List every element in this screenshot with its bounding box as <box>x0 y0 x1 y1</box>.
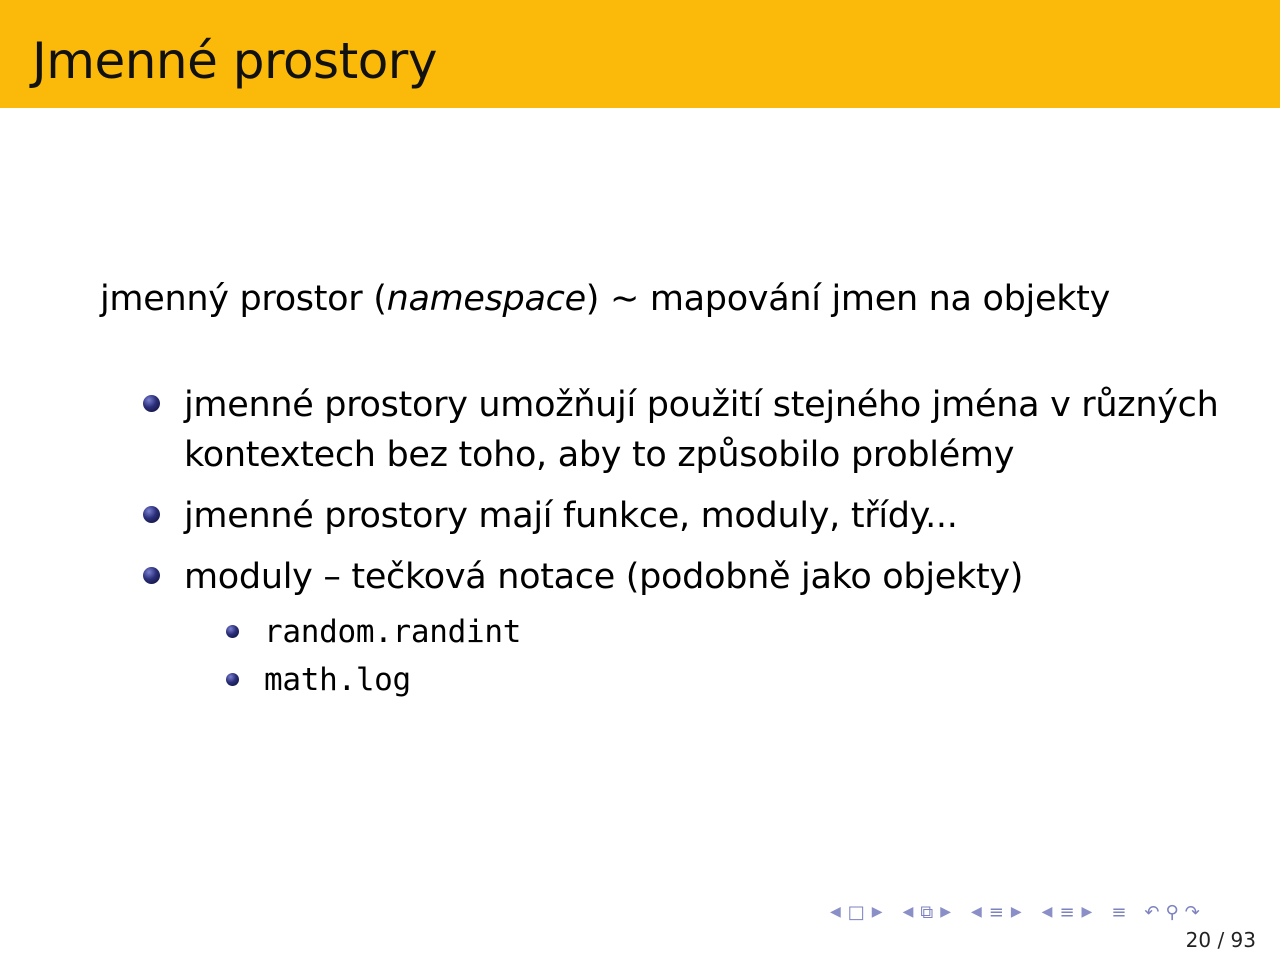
section-icon[interactable]: ≡ <box>988 901 1004 923</box>
lead-italic-term: namespace <box>386 279 586 319</box>
sub-list <box>184 608 1220 704</box>
sub-list-item <box>220 656 1220 704</box>
frame-icon[interactable]: □ <box>847 901 865 923</box>
bullet-icon <box>143 567 160 584</box>
beamer-navigation <box>826 900 1203 924</box>
list-item-text: moduly – tečková notace (podobně jako objekty) <box>184 557 1024 597</box>
bullet-icon <box>143 395 160 412</box>
next-subsection-icon[interactable]: ▶ <box>1081 904 1093 920</box>
next-section-icon[interactable]: ▶ <box>1010 904 1022 920</box>
subsection-icon[interactable]: ≡ <box>1059 901 1075 923</box>
list-item-text: jmenné prostory umožňují použití stejného jména v různých kontextech bez toho, aby to způsobilo problémy <box>184 385 1219 475</box>
lead-sentence <box>100 276 1110 322</box>
lead-text-end: ) ∼ mapování jmen na objekty <box>585 279 1111 319</box>
toc-icon[interactable]: ≡ <box>1111 901 1127 923</box>
prev-section-icon[interactable]: ◀ <box>971 904 982 920</box>
forward-icon[interactable]: ↷ <box>1184 901 1200 923</box>
list-item <box>140 491 1220 541</box>
sub-list-item <box>220 608 1220 656</box>
prev-subsection-frame-icon[interactable]: ◀ <box>902 904 914 920</box>
list-item-text: jmenné prostory mají funkce, moduly, třídy... <box>184 496 958 536</box>
search-icon[interactable]: ⚲ <box>1165 901 1179 923</box>
subsection-frame-icon[interactable]: ⧉ <box>920 901 934 923</box>
slide-title: Jmenné prostory <box>32 32 437 90</box>
bullet-icon <box>143 506 160 523</box>
sub-list-item-text: random.randint <box>264 614 522 650</box>
bullet-list <box>140 380 1220 704</box>
list-item <box>140 380 1220 480</box>
prev-subsection-icon[interactable]: ◀ <box>1041 904 1053 920</box>
page-number: 20 / 93 <box>1185 928 1256 952</box>
prev-frame-icon[interactable]: ◀ <box>830 904 841 920</box>
lead-text-start: jmenný prostor ( <box>100 279 387 319</box>
sub-bullet-icon <box>226 625 239 638</box>
sub-list-item-text: math.log <box>264 662 411 698</box>
list-item <box>140 552 1220 704</box>
sub-bullet-icon <box>226 673 239 686</box>
next-frame-icon[interactable]: ▶ <box>871 904 883 920</box>
back-icon[interactable]: ↶ <box>1144 901 1160 923</box>
title-bar <box>0 0 1280 108</box>
next-subsection-frame-icon[interactable]: ▶ <box>940 904 951 920</box>
